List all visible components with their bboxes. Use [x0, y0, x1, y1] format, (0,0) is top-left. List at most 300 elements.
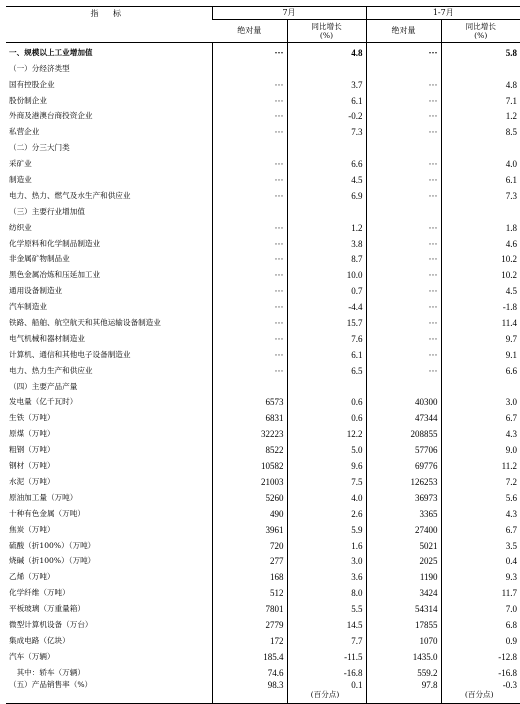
ytd-absolute-cell-value: ··· [429, 223, 438, 233]
month-growth-cell [287, 91, 366, 107]
ytd-absolute-cell [366, 408, 441, 424]
month-growth-cell [287, 313, 366, 329]
month-absolute-cell [212, 59, 287, 75]
month-absolute-cell [212, 663, 287, 679]
row-label [6, 43, 212, 59]
month-growth-cell [287, 408, 366, 424]
month-absolute-cell [212, 122, 287, 138]
table-row [6, 265, 520, 281]
month-growth-cell-value: 6.1 [351, 96, 362, 106]
ytd-growth-cell-value: -1.8 [503, 302, 517, 312]
row-label-value: 一、规模以上工业增加值 [9, 48, 93, 57]
statistics-table-container [6, 6, 514, 704]
month-growth-cell [287, 59, 366, 75]
row-label-value: （四）主要产品产量 [9, 382, 77, 391]
month-growth-cell [287, 631, 366, 647]
row-label-value: 微型计算机设备（万台） [9, 620, 93, 629]
table-row [6, 504, 520, 520]
row-label [6, 504, 212, 520]
month-growth-cell-value: 7.3 [351, 127, 362, 137]
month-absolute-cell-value: ··· [275, 80, 284, 90]
ytd-absolute-cell-value: 36973 [415, 493, 438, 503]
growth-label: 同比增长 [288, 22, 366, 31]
month-growth-cell [287, 504, 366, 520]
month-absolute-cell-value: ··· [275, 270, 284, 280]
month-absolute-cell-value: ··· [275, 302, 284, 312]
table-row [6, 520, 520, 536]
ytd-absolute-cell [366, 345, 441, 361]
ytd-growth-cell-value: 1.2 [506, 111, 517, 121]
month-absolute-cell [212, 234, 287, 250]
table-row [6, 488, 520, 504]
row-label-value: 水泥（万吨） [9, 477, 55, 486]
row-label [6, 361, 212, 377]
ytd-growth-cell-value: 9.1 [506, 350, 517, 360]
table-row [6, 663, 520, 679]
month-growth-cell [287, 122, 366, 138]
row-label-value: （三）主要行业增加值 [9, 207, 85, 216]
ytd-absolute-cell [366, 329, 441, 345]
ytd-absolute-cell-value: ··· [429, 302, 438, 312]
month-absolute-cell [212, 170, 287, 186]
row-label [6, 393, 212, 409]
industrial-statistics-table [6, 6, 520, 704]
month-absolute-cell [212, 186, 287, 202]
table-row [6, 107, 520, 123]
month-absolute-cell-value: 6831 [266, 413, 284, 423]
ytd-growth-cell [441, 552, 520, 568]
ytd-growth-cell [441, 377, 520, 393]
ytd-growth-cell [441, 345, 520, 361]
month-absolute-cell [212, 583, 287, 599]
table-row [6, 91, 520, 107]
ytd-absolute-cell-value: ··· [428, 48, 437, 58]
ytd-growth-cell [441, 536, 520, 552]
month-growth-cell-value: -4.4 [348, 302, 362, 312]
month-growth-cell-value: 14.5 [347, 620, 363, 630]
month-absolute-cell-value: ··· [275, 318, 284, 328]
row-label-value: 粗钢（万吨） [9, 445, 55, 454]
month-growth-cell [287, 377, 366, 393]
ytd-absolute-cell [366, 393, 441, 409]
row-label-value: 电气机械和器材制造业 [9, 334, 85, 343]
month-growth-cell [287, 552, 366, 568]
month-absolute-cell-value: 2779 [266, 620, 284, 630]
ytd-absolute-cell [366, 91, 441, 107]
month-absolute-cell-value: ··· [275, 96, 284, 106]
month-absolute-cell [212, 75, 287, 91]
row-label [6, 170, 212, 186]
month-absolute-cell-value: 185.4 [263, 652, 283, 662]
ytd-absolute-cell-value: 559.2 [417, 668, 437, 678]
row-label [6, 583, 212, 599]
ytd-growth-cell [441, 631, 520, 647]
row-label-value: 原煤（万吨） [9, 429, 55, 438]
row-label-value: 国有控股企业 [9, 80, 55, 89]
ytd-growth-cell [441, 488, 520, 504]
ytd-growth-cell-value: 7.0 [506, 604, 517, 614]
ytd-growth-cell [441, 297, 520, 313]
ytd-absolute-cell [366, 536, 441, 552]
month-absolute-cell-value: 3961 [266, 525, 284, 535]
table-row [6, 361, 520, 377]
month-growth-cell-value: 7.7 [351, 636, 362, 646]
row-label [6, 679, 212, 704]
month-absolute-cell [212, 43, 287, 59]
row-label-value: 平板玻璃（万重量箱） [9, 604, 85, 613]
ytd-absolute-cell-value: 47344 [415, 413, 438, 423]
row-label [6, 281, 212, 297]
row-label-value: 采矿业 [9, 159, 32, 168]
month-growth-cell-value: 0.6 [351, 397, 362, 407]
ytd-growth-cell [441, 599, 520, 615]
month-growth-cell [287, 456, 366, 472]
ytd-absolute-cell [366, 377, 441, 393]
ytd-growth-cell-value: 9.3 [506, 572, 517, 582]
ytd-absolute-cell-value: 1070 [420, 636, 438, 646]
ytd-growth-cell-value: 10.2 [501, 270, 517, 280]
month-growth-cell [287, 297, 366, 313]
month-absolute-cell-value: 8522 [266, 445, 284, 455]
month-growth-cell-value: 6.5 [351, 366, 362, 376]
row-label [6, 599, 212, 615]
row-label [6, 663, 212, 679]
ytd-absolute-cell [366, 313, 441, 329]
ytd-growth-cell [441, 583, 520, 599]
ytd-growth-cell-value: 3.0 [506, 397, 517, 407]
ytd-growth-cell-value: 11.4 [502, 318, 517, 328]
month-growth-cell [287, 567, 366, 583]
row-label [6, 154, 212, 170]
ytd-absolute-cell [366, 250, 441, 266]
month-growth-cell-value: 3.6 [351, 572, 362, 582]
ytd-absolute-cell [366, 59, 441, 75]
ytd-growth-cell [441, 329, 520, 345]
table-row [6, 456, 520, 472]
ytd-growth-cell-value: 6.8 [506, 620, 517, 630]
month-absolute-cell-value: 32223 [261, 429, 284, 439]
month-absolute-cell-value: 720 [270, 541, 284, 551]
ytd-absolute-cell [366, 456, 441, 472]
ytd-growth-cell [441, 75, 520, 91]
month-absolute-cell [212, 679, 287, 704]
row-label [6, 250, 212, 266]
month-absolute-cell [212, 265, 287, 281]
ytd-growth-cell-value: 1.8 [506, 223, 517, 233]
row-label [6, 75, 212, 91]
unit-note: (百分点) [288, 690, 363, 699]
month-growth-cell-value: 15.7 [347, 318, 363, 328]
table-row [6, 377, 520, 393]
ytd-absolute-cell [366, 663, 441, 679]
row-label-value: 硫酸（折100%）（万吨） [9, 541, 95, 550]
row-label [6, 345, 212, 361]
table-row [6, 297, 520, 313]
row-label-value: 钢材（万吨） [9, 461, 55, 470]
month-growth-cell-value: 0.6 [351, 413, 362, 423]
row-label-value: 外商及港澳台商投资企业 [9, 111, 93, 120]
row-label-value: 发电量（亿千瓦时） [9, 397, 77, 406]
month-growth-cell [287, 536, 366, 552]
row-label-value: 集成电路（亿块） [9, 636, 70, 645]
row-label-value: 电力、热力生产和供应业 [9, 366, 93, 375]
ytd-absolute-cell [366, 107, 441, 123]
ytd-growth-cell [441, 107, 520, 123]
month-growth-cell [287, 520, 366, 536]
row-label [6, 107, 212, 123]
ytd-absolute-cell [366, 583, 441, 599]
ytd-growth-cell-value: 10.2 [501, 254, 517, 264]
ytd-absolute-cell-value: 27400 [415, 525, 438, 535]
row-label-value: 汽车（万辆） [9, 652, 55, 661]
row-label [6, 202, 212, 218]
month-growth-cell-value: -11.5 [344, 652, 362, 662]
header-month: 7月 [212, 7, 366, 20]
month-growth-cell-value: 8.0 [351, 588, 362, 598]
table-row [6, 647, 520, 663]
table-row [6, 138, 520, 154]
table-row [6, 154, 520, 170]
month-absolute-cell-value: 74.6 [268, 668, 284, 678]
ytd-absolute-cell-value: ··· [429, 175, 438, 185]
month-growth-cell-value: 6.6 [351, 159, 362, 169]
ytd-growth-cell-value: 5.6 [506, 493, 517, 503]
month-absolute-cell-value: ··· [275, 350, 284, 360]
ytd-absolute-cell [366, 679, 441, 704]
month-growth-cell [287, 440, 366, 456]
month-growth-cell [287, 599, 366, 615]
table-row [6, 679, 520, 704]
ytd-absolute-cell-value: ··· [429, 80, 438, 90]
ytd-growth-cell-value: 4.8 [506, 80, 517, 90]
month-growth-cell [287, 424, 366, 440]
month-absolute-cell-value: 6573 [266, 397, 284, 407]
ytd-growth-cell [441, 424, 520, 440]
ytd-absolute-cell [366, 265, 441, 281]
month-absolute-cell [212, 599, 287, 615]
month-absolute-cell [212, 631, 287, 647]
ytd-absolute-cell-value: 57706 [415, 445, 438, 455]
month-growth-cell-value: 4.0 [351, 493, 362, 503]
table-row [6, 186, 520, 202]
ytd-absolute-cell-value: ··· [429, 286, 438, 296]
row-label [6, 329, 212, 345]
ytd-growth-cell-value: 4.3 [506, 509, 517, 519]
month-growth-cell-value: 12.2 [347, 429, 363, 439]
row-label-value: 汽车制造业 [9, 302, 47, 311]
row-label-value: 乙烯（万吨） [9, 572, 55, 581]
table-row [6, 631, 520, 647]
month-growth-cell [287, 138, 366, 154]
ytd-growth-cell [441, 250, 520, 266]
ytd-growth-cell [441, 59, 520, 75]
row-label [6, 234, 212, 250]
ytd-absolute-cell-value: ··· [429, 254, 438, 264]
table-row [6, 202, 520, 218]
row-label [6, 615, 212, 631]
row-label [6, 122, 212, 138]
ytd-growth-cell-value: 4.6 [506, 239, 517, 249]
month-absolute-cell [212, 567, 287, 583]
month-growth-cell [287, 472, 366, 488]
month-absolute-cell-value: ··· [275, 191, 284, 201]
month-growth-cell-value: 2.6 [351, 509, 362, 519]
ytd-absolute-cell [366, 43, 441, 59]
ytd-absolute-cell [366, 440, 441, 456]
month-growth-cell-value: 4.8 [351, 48, 362, 58]
ytd-growth-cell-value: 11.2 [502, 461, 517, 471]
table-row [6, 43, 520, 59]
month-growth-cell [287, 329, 366, 345]
month-growth-cell-value: 7.6 [351, 334, 362, 344]
row-label [6, 552, 212, 568]
table-row [6, 170, 520, 186]
ytd-growth-cell [441, 313, 520, 329]
row-label [6, 377, 212, 393]
month-growth-cell [287, 186, 366, 202]
month-absolute-cell [212, 488, 287, 504]
ytd-growth-cell [441, 408, 520, 424]
ytd-absolute-cell [366, 281, 441, 297]
month-growth-cell-value: 3.8 [351, 239, 362, 249]
month-growth-cell-value: 6.9 [351, 191, 362, 201]
row-label-value: 十种有色金属（万吨） [9, 509, 85, 518]
table-row [6, 393, 520, 409]
ytd-absolute-cell [366, 552, 441, 568]
row-label [6, 424, 212, 440]
row-label-value: 化学原料和化学制品制造业 [9, 239, 100, 248]
ytd-absolute-cell-value: 69776 [415, 461, 438, 471]
ytd-absolute-cell-value: ··· [429, 127, 438, 137]
ytd-growth-cell-value: 4.3 [506, 429, 517, 439]
month-absolute-cell [212, 536, 287, 552]
table-row [6, 329, 520, 345]
row-label [6, 456, 212, 472]
indicator-header: 指 标 [6, 7, 212, 43]
row-label [6, 520, 212, 536]
row-label [6, 265, 212, 281]
month-growth-cell [287, 234, 366, 250]
month-absolute-cell [212, 138, 287, 154]
row-label-value: （二）分三大门类 [9, 143, 70, 152]
month-growth-cell-value: 3.0 [351, 556, 362, 566]
row-label-value: 非金属矿物制品业 [9, 254, 70, 263]
ytd-growth-cell [441, 91, 520, 107]
table-row [6, 583, 520, 599]
row-label [6, 631, 212, 647]
ytd-growth-cell [441, 663, 520, 679]
ytd-absolute-cell [366, 631, 441, 647]
ytd-absolute-cell [366, 361, 441, 377]
row-label-value: 铁路、船舶、航空航天和其他运输设备制造业 [9, 318, 161, 327]
ytd-growth-cell-value: 7.2 [506, 477, 517, 487]
ytd-growth-cell [441, 647, 520, 663]
row-label-value: 纺织业 [9, 223, 32, 232]
ytd-growth-cell [441, 43, 520, 59]
month-absolute-cell-value: ··· [275, 239, 284, 249]
ytd-growth-cell-value: 0.4 [506, 556, 517, 566]
table-row [6, 552, 520, 568]
ytd-growth-cell [441, 679, 520, 704]
month-growth-cell-value: 1.2 [351, 223, 362, 233]
month-growth-cell [287, 663, 366, 679]
row-label-value: （一）分经济类型 [9, 64, 70, 73]
ytd-growth-cell [441, 456, 520, 472]
ytd-growth-cell-value: 3.5 [506, 541, 517, 551]
month-growth-cell-value: 5.9 [351, 525, 362, 535]
unit-note: (百分点) [442, 690, 518, 699]
month-absolute-cell [212, 345, 287, 361]
header-ytd-growth [441, 20, 520, 43]
month-absolute-cell [212, 552, 287, 568]
ytd-growth-cell-value: 0.9 [506, 636, 517, 646]
row-label-value: 黑色金属冶炼和压延加工业 [9, 270, 100, 279]
ytd-absolute-cell-value: 5021 [420, 541, 438, 551]
row-label-value: 私营企业 [9, 127, 39, 136]
ytd-absolute-cell [366, 599, 441, 615]
ytd-growth-cell-value: 8.5 [506, 127, 517, 137]
table-row [6, 218, 520, 234]
ytd-absolute-cell-value: 126253 [411, 477, 438, 487]
ytd-absolute-cell-value: ··· [429, 366, 438, 376]
ytd-growth-cell-value: -12.8 [498, 652, 517, 662]
month-absolute-cell [212, 361, 287, 377]
table-body [6, 43, 520, 704]
ytd-absolute-cell-value: ··· [429, 350, 438, 360]
month-absolute-cell [212, 440, 287, 456]
month-absolute-cell [212, 393, 287, 409]
month-absolute-cell-value: ··· [275, 159, 284, 169]
table-row [6, 599, 520, 615]
ytd-growth-cell [441, 170, 520, 186]
row-label [6, 218, 212, 234]
ytd-growth-cell [441, 281, 520, 297]
month-absolute-cell [212, 107, 287, 123]
header-row-period [6, 7, 520, 20]
ytd-absolute-cell [366, 647, 441, 663]
table-row [6, 234, 520, 250]
ytd-absolute-cell [366, 472, 441, 488]
ytd-absolute-cell-value: ··· [429, 318, 438, 328]
month-growth-cell [287, 265, 366, 281]
table-row [6, 440, 520, 456]
ytd-absolute-cell [366, 202, 441, 218]
month-growth-cell [287, 250, 366, 266]
ytd-growth-cell [441, 393, 520, 409]
month-growth-cell-value: 9.6 [351, 461, 362, 471]
month-absolute-cell [212, 615, 287, 631]
month-absolute-cell-value: ··· [275, 223, 284, 233]
ytd-growth-cell-value: 7.1 [506, 96, 517, 106]
month-growth-cell [287, 583, 366, 599]
ytd-absolute-cell-value: 17855 [415, 620, 438, 630]
ytd-absolute-cell-value: ··· [429, 239, 438, 249]
month-growth-cell [287, 361, 366, 377]
month-growth-cell-value: 3.7 [351, 80, 362, 90]
month-absolute-cell-value: 512 [270, 588, 284, 598]
month-absolute-cell [212, 154, 287, 170]
month-growth-cell [287, 43, 366, 59]
ytd-absolute-cell-value: ··· [429, 96, 438, 106]
header-month-absolute: 绝对量 [212, 20, 287, 43]
ytd-absolute-cell [366, 218, 441, 234]
month-absolute-cell [212, 202, 287, 218]
table-row [6, 408, 520, 424]
month-growth-cell [287, 202, 366, 218]
month-growth-cell-value: 10.0 [347, 270, 363, 280]
ytd-absolute-cell-value: ··· [429, 334, 438, 344]
month-growth-cell-value: 8.7 [351, 254, 362, 264]
